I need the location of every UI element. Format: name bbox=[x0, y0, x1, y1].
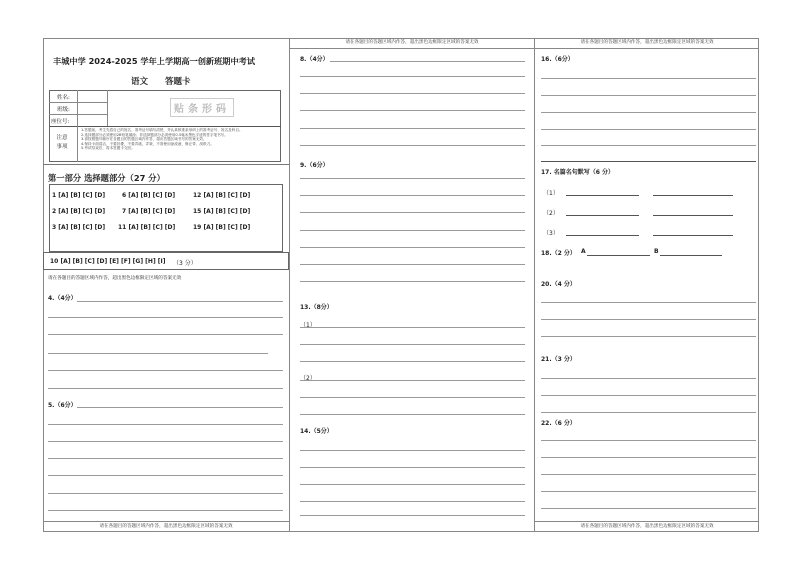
choice-6[interactable]: 6 [A] [B] [C] [D] bbox=[122, 192, 176, 199]
notice-text: 1.答题前，考生先将自己的姓名、准考证号填写清楚，并认真核准条形码上的准考证号、姓名及科目。 2.选择题部分必须使用2B铅笔填涂；非选择题部分必须使用0.5毫米黑色字迹的签字笔书写。 3.请按照题号顺序在各题目的答题区域内作答，超出答题区域书写的答案无效。 4.保持卡面清洁，不要折叠，不要弄破、弄皱，不准使用涂改液、修正带、刮纸刀。 5.考试结束后，将本答题卡交回。 bbox=[81, 128, 243, 151]
choice-1[interactable]: 1 [A] [B] [C] [D] bbox=[52, 192, 106, 199]
barcode-area: 贴条形码 bbox=[170, 98, 234, 117]
class-label: 班级: bbox=[57, 107, 70, 113]
choice-2[interactable]: 2 [A] [B] [C] [D] bbox=[52, 208, 106, 215]
column-3 bbox=[534, 38, 759, 532]
seat-label: 座位号: bbox=[51, 119, 70, 125]
choice-10[interactable]: 10 [A] [B] [C] [D] [E] [F] [G] [H] [I] bbox=[50, 258, 166, 265]
q17-label: 17. 名篇名句默写（6 分） bbox=[541, 169, 614, 176]
choice-15[interactable]: 15 [A] [B] [C] [D] bbox=[193, 208, 251, 215]
q13-sub1: （1） bbox=[300, 322, 316, 329]
choice-10-score: （3 分） bbox=[173, 260, 197, 267]
q18-a: A bbox=[581, 248, 586, 255]
subject-title: 语文 bbox=[131, 77, 149, 87]
part1-title: 第一部分 选择题部分（27 分） bbox=[48, 173, 165, 183]
q16-label: 16.（6分） bbox=[541, 56, 574, 63]
q9-label: 9.（6分） bbox=[300, 162, 329, 169]
q13-sub2: （2） bbox=[300, 375, 316, 382]
q17-sub1: （1） bbox=[543, 190, 559, 197]
q5-label: 5.（6分） bbox=[48, 402, 77, 409]
q13-label: 13.（8分） bbox=[300, 304, 333, 311]
q20-label: 20.（4 分） bbox=[541, 281, 576, 288]
card-title: 答题卡 bbox=[165, 77, 191, 87]
q18-b: B bbox=[654, 248, 659, 255]
q18-label: 18.（2 分） bbox=[541, 250, 576, 257]
choice-11[interactable]: 11 [A] [B] [C] [D] bbox=[118, 224, 176, 231]
q17-sub2: （2） bbox=[543, 210, 559, 217]
choice-19[interactable]: 19 [A] [B] [C] [D] bbox=[193, 224, 251, 231]
column-2-top-notice: 请在各题目的答题区域内作答，超出黑色边框限定区域的答案无效 bbox=[290, 38, 534, 49]
notice-strip: 请在各题目的答题区域内作答，超出黑色边框限定区域的答案无效 bbox=[48, 276, 182, 281]
choice-12[interactable]: 12 [A] [B] [C] [D] bbox=[193, 192, 251, 199]
q14-label: 14.（5分） bbox=[300, 428, 333, 435]
column-3-top-notice: 请在各题目的答题区域内作答，超出黑色边框限定区域的答案无效 bbox=[535, 38, 759, 49]
column-1-bottom-notice: 请在各题目的答题区域内作答，超出黑色边框限定区域的答案无效 bbox=[43, 521, 289, 532]
q8-label: 8.（4分） bbox=[300, 56, 329, 63]
school-title: 丰城中学 2024-2025 学年上学期高一创新班期中考试 bbox=[53, 56, 256, 66]
column-2 bbox=[289, 38, 534, 532]
notice-label: 注意事项 bbox=[56, 135, 68, 150]
q4-label: 4.（4分） bbox=[48, 295, 77, 302]
q21-label: 21.（3 分） bbox=[541, 356, 576, 363]
column-1 bbox=[43, 38, 289, 532]
name-label: 姓名: bbox=[57, 95, 70, 101]
column-3-bottom-notice: 请在各题目的答题区域内作答，超出黑色边框限定区域的答案无效 bbox=[535, 521, 759, 532]
choice-7[interactable]: 7 [A] [B] [C] [D] bbox=[122, 208, 176, 215]
choice-3[interactable]: 3 [A] [B] [C] [D] bbox=[52, 224, 106, 231]
q22-label: 22.（6 分） bbox=[541, 420, 576, 427]
q17-sub3: （3） bbox=[543, 230, 559, 237]
